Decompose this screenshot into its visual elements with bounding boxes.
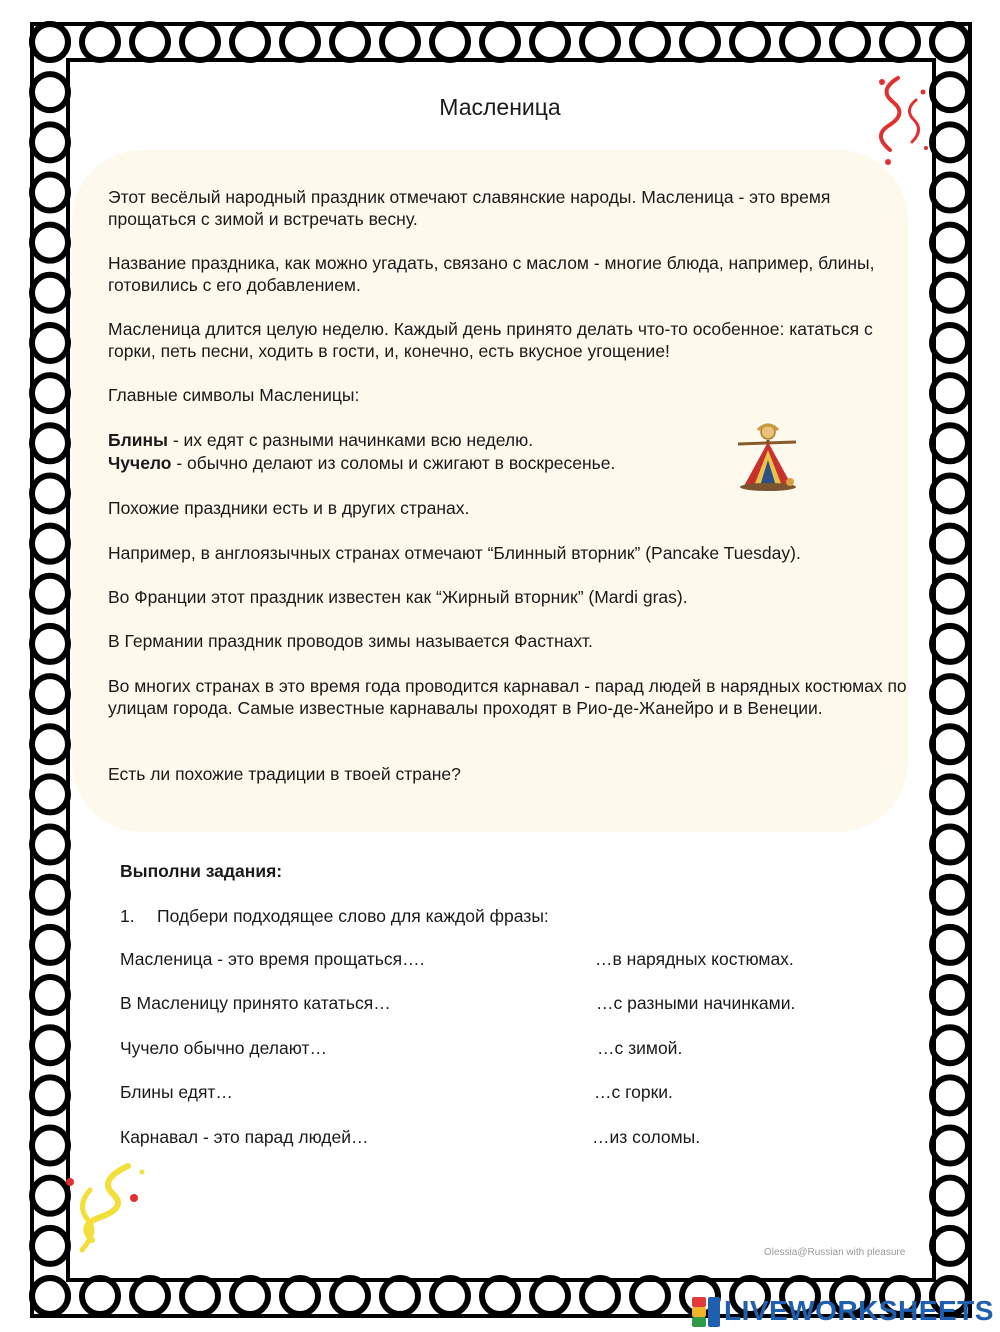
task-instruction-text: Подбери подходящее слово для каждой фразы: xyxy=(157,906,549,926)
yellow-confetti-decoration xyxy=(58,1160,148,1260)
paragraph-pancake-tuesday: Например, в англоязычных странах отмечают “Блинный вторник” (Pancake Tuesday). xyxy=(108,543,801,563)
page-title: Масленица xyxy=(439,94,561,120)
liveworksheets-badge-icon xyxy=(692,1295,722,1327)
paragraph-symbols-heading: Главные символы Масленицы: xyxy=(108,385,360,405)
match-right-5[interactable]: …из соломы. xyxy=(592,1127,701,1147)
symbol-term: Чучело xyxy=(108,453,172,473)
match-right-1[interactable]: …в нарядных костюмах. xyxy=(595,949,794,969)
symbol-term: Блины xyxy=(108,430,168,450)
paragraph-question: Есть ли похожие традиции в твоей стране? xyxy=(108,764,461,784)
match-left-4[interactable]: Блины едят… xyxy=(120,1082,233,1102)
symbol-text: - обычно делают из соломы и сжигают в воскресенье. xyxy=(171,453,616,473)
paragraph-fastnacht: В Германии праздник проводов зимы называется Фастнахт. xyxy=(108,631,593,651)
task-number: 1. xyxy=(120,906,135,926)
match-left-3[interactable]: Чучело обычно делают… xyxy=(120,1038,327,1058)
paragraph-week: Масленица длится целую неделю. Каждый день принято делать что-то особенное: кататься с горки, петь песни, ходить в гости, и, конечно, есть вкусное угощение! xyxy=(108,319,873,361)
symbol-text: - их едят с разными начинками всю неделю. xyxy=(167,430,534,450)
red-confetti-decoration xyxy=(868,70,938,170)
paragraph-intro: Этот весёлый народный праздник отмечают славянские народы. Масленица - это время прощаться с зимой и встречать весну. xyxy=(108,187,831,229)
match-right-2[interactable]: …с разными начинками. xyxy=(596,993,796,1013)
task-instruction xyxy=(120,906,549,927)
match-left-2[interactable]: В Масленицу принято кататься… xyxy=(120,993,391,1013)
paragraph-other-countries: Похожие праздники есть и в других странах. xyxy=(108,498,470,518)
match-left-5[interactable]: Карнавал - это парад людей… xyxy=(120,1127,369,1147)
match-right-3[interactable]: …с зимой. xyxy=(597,1038,683,1058)
tasks-heading: Выполни задания: xyxy=(120,861,283,881)
liveworksheets-logo-text: LIVEWORKSHEETS xyxy=(724,1295,994,1326)
paragraph-mardi-gras: Во Франции этот праздник известен как “Жирный вторник” (Mardi gras). xyxy=(108,587,688,607)
match-left-1[interactable]: Масленица - это время прощаться…. xyxy=(120,949,425,969)
paragraph-name-origin: Название праздника, как можно угадать, связано с маслом - многие блюда, например, блины, готовились с его добавлением. xyxy=(108,253,875,295)
copyright-text: Olessia@Russian with pleasure xyxy=(764,1247,906,1258)
match-right-4[interactable]: …с горки. xyxy=(594,1082,673,1102)
liveworksheets-logo[interactable] xyxy=(692,1292,994,1330)
effigy-illustration xyxy=(732,420,802,492)
paragraph-carnival: Во многих странах в это время года проводится карнавал - парад людей в нарядных костюмах по улицам города. Самые известные карнавалы проходят в Рио-де-Жанейро и в Венеции. xyxy=(108,676,907,718)
